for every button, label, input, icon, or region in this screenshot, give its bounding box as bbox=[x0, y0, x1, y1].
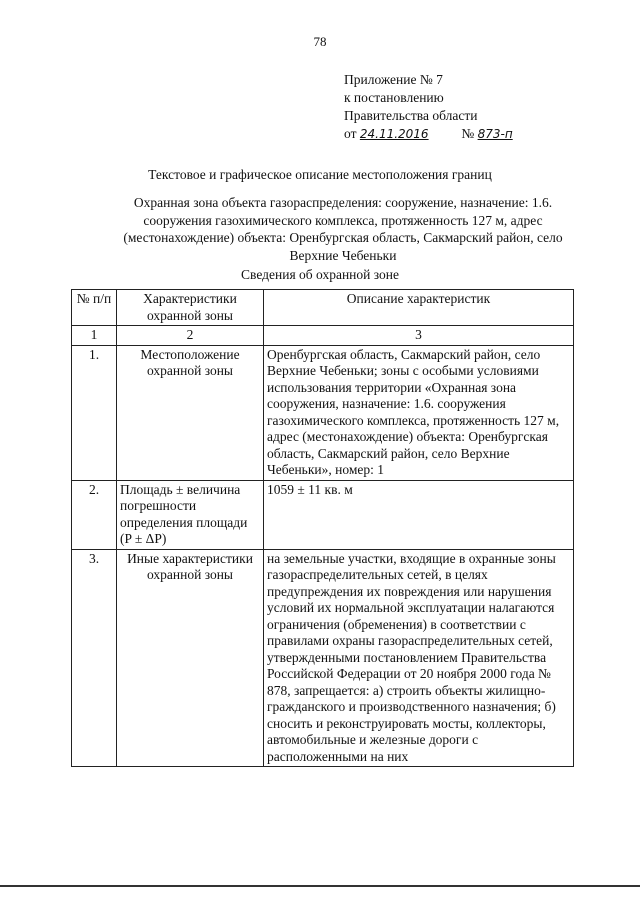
document-title: Текстовое и графическое описание местоположения границ bbox=[148, 167, 492, 182]
row-number: 2. bbox=[72, 480, 117, 549]
row-number: 1. bbox=[72, 345, 117, 480]
header-description: Описание характеристик bbox=[264, 290, 574, 326]
appendix-block bbox=[344, 71, 513, 143]
document-subtitle: Охранная зона объекта газораспределения: сооружение, назначение: 1.6. сооружения газохимического комплекса, протяженность 127 м, адрес (местонахождение) объекта: Оренбургская область, Сакмарский район, село Верхние Чебеньки bbox=[123, 195, 563, 263]
row-description: на земельные участки, входящие в охранные зоны газораспределительных сетей, в целях предупреждения их повреждения или нарушения условий их нормальной эксплуатации налагаются ограничения (обременения) в соответствии с правилами охраны газораспределительных сетей, утвержденными постановлением Правительства Российской Федерации от 20 ноября 2000 года № 878, запрещается: а) строить объекты жилищно-гражданского и производственного назначения; б) сносить и реконструировать мосты, коллекторы, автомобильные и железные дороги с расположенными на них bbox=[264, 549, 574, 767]
index-cell-2: 2 bbox=[117, 326, 264, 346]
appendix-line-2: к постановлению bbox=[344, 90, 444, 105]
page-number: 78 bbox=[313, 34, 327, 49]
zone-info-table bbox=[71, 289, 574, 767]
row-description: 1059 ± 11 кв. м bbox=[264, 480, 574, 549]
row-characteristic: Площадь ± величина погрешности определения площади (P ± ΔP) bbox=[117, 480, 264, 549]
header-number: № п/п bbox=[72, 290, 117, 326]
number-label: № bbox=[461, 126, 475, 141]
handwritten-date: 24.11.2016 bbox=[359, 127, 429, 141]
table-row bbox=[72, 345, 574, 480]
from-label: от bbox=[344, 126, 357, 141]
row-description: Оренбургская область, Сакмарский район, село Верхние Чебеньки; зоны с особыми условиями использования территории «Охранная зона сооружения, назначение: 1.6. сооружения газохимического комплекса, протяженность 127 м, адрес (местонахождение) объекта: Оренбургская область, Сакмарский район, село Верхние Чебеньки», номер: 1 bbox=[264, 345, 574, 480]
index-cell-1: 1 bbox=[72, 326, 117, 346]
index-cell-3: 3 bbox=[264, 326, 574, 346]
row-characteristic: Местоположение охранной зоны bbox=[117, 345, 264, 480]
section-title: Сведения об охранной зоне bbox=[241, 267, 399, 282]
row-number: 3. bbox=[72, 549, 117, 767]
page-bottom-rule bbox=[0, 885, 640, 887]
handwritten-number: 873-п bbox=[477, 127, 513, 141]
header-characteristics: Характеристики охранной зоны bbox=[117, 290, 264, 326]
row-characteristic: Иные характеристики охранной зоны bbox=[117, 549, 264, 767]
appendix-line-1: Приложение № 7 bbox=[344, 72, 443, 87]
appendix-date-line bbox=[344, 125, 513, 143]
table-row bbox=[72, 549, 574, 767]
table-index-row bbox=[72, 326, 574, 346]
table-row bbox=[72, 480, 574, 549]
appendix-line-3: Правительства области bbox=[344, 108, 478, 123]
table-header-row bbox=[72, 290, 574, 326]
